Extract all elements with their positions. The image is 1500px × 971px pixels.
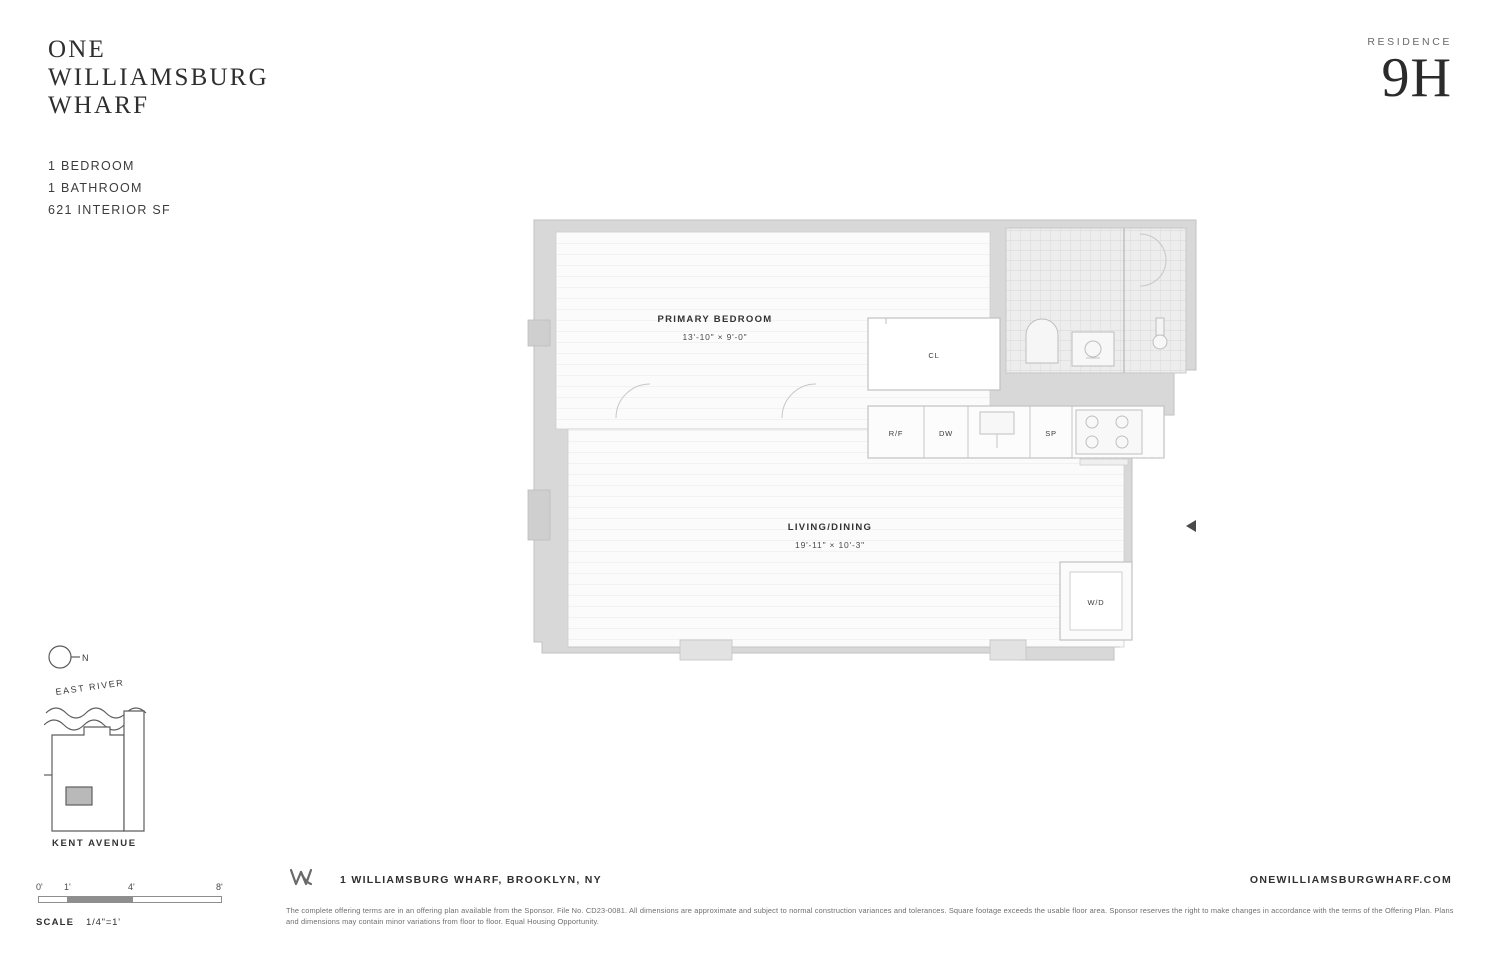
residence-block <box>1367 36 1452 109</box>
scale-bar <box>36 882 266 928</box>
river-label: EAST RIVER <box>54 677 125 697</box>
brand-logo <box>48 36 378 120</box>
footer-logo-icon <box>288 866 322 895</box>
unit-location-marker <box>66 787 92 805</box>
label-refrigerator: R/F <box>888 429 904 438</box>
brand-line-2: WILLIAMSBURG <box>48 64 269 91</box>
compass-icon <box>49 646 90 668</box>
spec-interior-sf: 621 INTERIOR SF <box>48 203 171 217</box>
footer-website[interactable]: ONEWILLIAMSBURGWHARF.COM <box>1249 874 1452 886</box>
kitchen <box>868 406 1164 465</box>
entry-arrow <box>1186 520 1196 532</box>
spec-bedrooms: 1 BEDROOM <box>48 159 135 173</box>
bathroom <box>1006 228 1186 373</box>
scale-tick-1: 1' <box>64 882 71 892</box>
label-sp: SP <box>1045 429 1057 438</box>
legal-disclaimer: The complete offering terms are in an offering plan available from the Sponsor. File No. CD23-0081. All dimensions are approximate and subject to normal construction variances and tolerances. Square footage exceeds the usable floor area. Sponsor reserves the right to make changes in accordance with the terms of the Offering Plan. Plans and dimensions may contain minor variations from floor to floor. Equal Housing Opportunity. <box>286 906 1454 926</box>
brand-line-1: ONE <box>48 36 106 63</box>
room-dims-primary-bedroom: 13'-10" × 9'-0" <box>682 332 748 342</box>
label-closet: CL <box>928 351 940 360</box>
residence-number: 9H <box>1381 47 1452 109</box>
room-label-living-dining: LIVING/DINING <box>787 522 873 533</box>
scale-bar-graphic <box>38 896 224 903</box>
compass-north-label: N <box>82 653 91 663</box>
floorplan-drawing <box>520 210 1220 680</box>
scale-tick-2: 4' <box>128 882 135 892</box>
footer-address: 1 WILLIAMSBURG WHARF, BROOKLYN, NY <box>340 874 602 886</box>
room-dims-living-dining: 19'-11" × 10'-3" <box>795 540 865 550</box>
scale-tick-0: 0' <box>36 882 43 892</box>
brand-line-3: WHARF <box>48 92 150 119</box>
spec-bathrooms: 1 BATHROOM <box>48 181 143 195</box>
scale-value: 1/4"=1' <box>86 917 121 928</box>
residence-label: RESIDENCE <box>1367 36 1452 48</box>
label-dishwasher: DW <box>938 429 954 438</box>
street-label-kent-avenue: KENT AVENUE <box>52 838 137 849</box>
unit-specs <box>48 155 368 221</box>
scale-tick-3: 8' <box>216 882 223 892</box>
scale-label: SCALE <box>36 917 75 928</box>
building-footprint <box>44 711 144 831</box>
key-plan <box>44 635 264 865</box>
label-washer-dryer: W/D <box>1087 598 1105 607</box>
room-label-primary-bedroom: PRIMARY BEDROOM <box>657 314 773 325</box>
